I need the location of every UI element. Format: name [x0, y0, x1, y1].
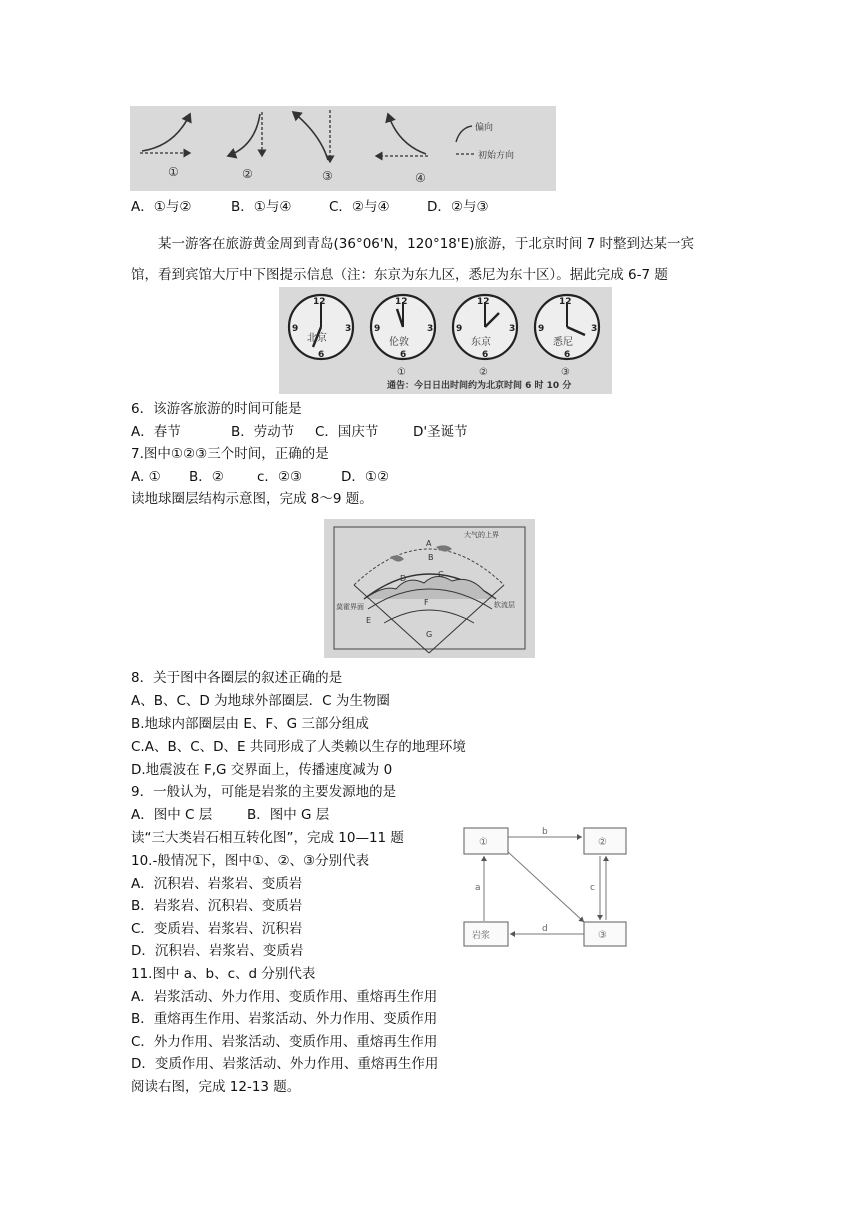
q6-option-a: A．春节	[131, 424, 181, 440]
q7-stem: 7.图中①②③三个时间，正确的是	[131, 446, 329, 462]
intro-12-13: 阅读右图，完成 12-13 题。	[131, 1079, 301, 1095]
arrow-label-4: ④	[415, 171, 426, 185]
svg-text:9: 9	[538, 324, 545, 334]
clocks-figure	[279, 287, 612, 394]
label-e: E	[366, 616, 372, 625]
q7-option-b: B．②	[189, 469, 224, 485]
q7-option-a: A. ①	[131, 469, 161, 485]
label-f: F	[424, 598, 429, 607]
clock-london	[371, 295, 435, 378]
clock-number-london: ①	[397, 367, 406, 378]
arrow-diagram-3	[293, 110, 333, 183]
svg-text:3: 3	[591, 324, 598, 334]
svg-text:9: 9	[374, 324, 381, 334]
label-c: C	[438, 570, 444, 579]
q11-stem: 11.图中 a、b、c、d 分别代表	[131, 966, 316, 982]
q5-options	[131, 198, 489, 216]
q10-stem: 10.-般情况下，图中①、②、③分别代表	[131, 853, 370, 869]
label-b: B	[428, 553, 434, 562]
earth-layers-figure	[324, 519, 535, 658]
q11-option-a: A．岩浆活动、外力作用、变质作用、重熔再生作用	[131, 989, 438, 1005]
q10-option-b: B．岩浆岩、沉积岩、变质岩	[131, 898, 303, 914]
intro-10-11: 读“三大类岩石相互转化图”，完成 10—11 题	[131, 830, 404, 846]
svg-text:12: 12	[477, 297, 490, 307]
rock-box-2: ②	[598, 837, 607, 848]
q6-options	[131, 423, 468, 441]
q5-option-c: C．②与④	[329, 199, 390, 215]
passage-6-7-line1: 某一游客在旅游黄金周到青岛(36°06'N，120°18'E)旅游，于北京时间 7 时整到达某一宾	[158, 236, 695, 252]
intro-8-9: 读地球圈层结构示意图，完成 8～9 题。	[131, 491, 373, 507]
rock-cycle-figure	[460, 822, 630, 950]
rock-box-3: ③	[598, 930, 607, 941]
q8-option-a: A、B、C、D 为地球外部圈层．C 为生物圈	[131, 693, 390, 709]
rock-arrow-a: a	[475, 883, 481, 893]
clock-tokyo	[453, 295, 517, 378]
arrow-label-1: ①	[168, 165, 179, 179]
arrow-diagram-1	[140, 114, 190, 179]
legend-deflect: 偏向	[475, 123, 494, 133]
svg-text:9: 9	[456, 324, 463, 334]
q6-option-c: C．国庆节	[315, 424, 379, 440]
q10-option-d: D．沉积岩、岩浆岩、变质岩	[131, 943, 304, 959]
clock-city-beijing: 北京	[307, 333, 327, 344]
arrow-label-3: ③	[322, 169, 333, 183]
arrow-label-2: ②	[242, 167, 253, 181]
rock-box-magma: 岩浆	[472, 931, 491, 941]
label-g: G	[426, 630, 433, 639]
label-atmosphere-top: 大气的上界	[464, 531, 499, 539]
q9-options	[131, 806, 329, 824]
q8-stem: 8．关于图中各圈层的叙述正确的是	[131, 670, 343, 686]
label-a: A	[426, 539, 432, 548]
q7-option-d: D．①②	[341, 469, 390, 485]
clock-sydney	[535, 295, 599, 378]
q5-option-a: A．①与②	[131, 199, 192, 215]
svg-text:6: 6	[564, 350, 571, 360]
q7-options	[131, 468, 389, 486]
q10-option-c: C．变质岩、岩浆岩、沉积岩	[131, 921, 303, 937]
arrow-diagram-2	[228, 112, 262, 181]
q9-option-b: B．图中 G 层	[247, 807, 330, 823]
q9-option-a: A．图中 C 层	[131, 807, 213, 823]
svg-text:9: 9	[292, 324, 299, 334]
q8-option-c: C.A、B、C、D、E 共同形成了人类赖以生存的地理环境	[131, 739, 466, 755]
svg-text:3: 3	[427, 324, 434, 334]
q9-stem: 9．一般认为，可能是岩浆的主要发源地的是	[131, 784, 397, 800]
svg-text:6: 6	[482, 350, 489, 360]
arrow-diagram-4	[376, 114, 428, 185]
clock-city-sydney: 悉尼	[553, 337, 573, 348]
rock-arrow-c: c	[590, 883, 595, 893]
svg-text:12: 12	[313, 297, 326, 307]
svg-text:6: 6	[318, 350, 325, 360]
q11-option-c: C．外力作用、岩浆活动、变质作用、重熔再生作用	[131, 1034, 438, 1050]
label-asthenosphere: 软流层	[494, 601, 515, 609]
q7-option-c: c．②③	[257, 469, 303, 485]
label-moho: 莫霍界面	[336, 603, 364, 611]
q5-option-d: D．②与③	[427, 199, 489, 215]
svg-text:12: 12	[559, 297, 572, 307]
clocks-notice: 通告：今日日出时间约为北京时间 6 时 10 分	[387, 381, 572, 391]
arrow-legend	[456, 121, 514, 161]
q10-option-a: A．沉积岩、岩浆岩、变质岩	[131, 876, 303, 892]
clock-city-tokyo: 东京	[471, 337, 491, 348]
q5-option-b: B．①与④	[231, 199, 292, 215]
deflection-figure	[130, 106, 556, 191]
q8-option-b: B.地球内部圈层由 E、F、G 三部分组成	[131, 716, 369, 732]
q6-option-b: B．劳动节	[231, 424, 295, 440]
clock-city-london: 伦敦	[389, 337, 409, 348]
rock-box-1: ①	[479, 837, 488, 848]
clock-number-sydney: ③	[561, 367, 570, 378]
legend-initial: 初始方向	[478, 151, 515, 161]
svg-text:3: 3	[509, 324, 516, 334]
q6-option-d: D'圣诞节	[413, 424, 468, 440]
q8-option-d: D.地震波在 F,G 交界面上，传播速度减为 0	[131, 762, 393, 778]
svg-text:6: 6	[400, 350, 407, 360]
q6-stem: 6．该游客旅游的时间可能是	[131, 401, 302, 417]
clock-number-tokyo: ②	[479, 367, 488, 378]
svg-text:12: 12	[395, 297, 408, 307]
passage-6-7-line2: 馆，看到宾馆大厅中下图提示信息（注：东京为东九区，悉尼为东十区）。据此完成 6-7 题	[131, 267, 668, 283]
rock-arrow-b: b	[542, 827, 548, 837]
q11-option-b: B．重熔再生作用、岩浆活动、外力作用、变质作用	[131, 1011, 438, 1027]
label-d: D	[400, 574, 407, 583]
svg-text:3: 3	[345, 324, 352, 334]
rock-arrow-d: d	[542, 924, 548, 934]
q11-option-d: D．变质作用、岩浆活动、外力作用、重熔再生作用	[131, 1056, 439, 1072]
clock-beijing	[289, 295, 353, 360]
